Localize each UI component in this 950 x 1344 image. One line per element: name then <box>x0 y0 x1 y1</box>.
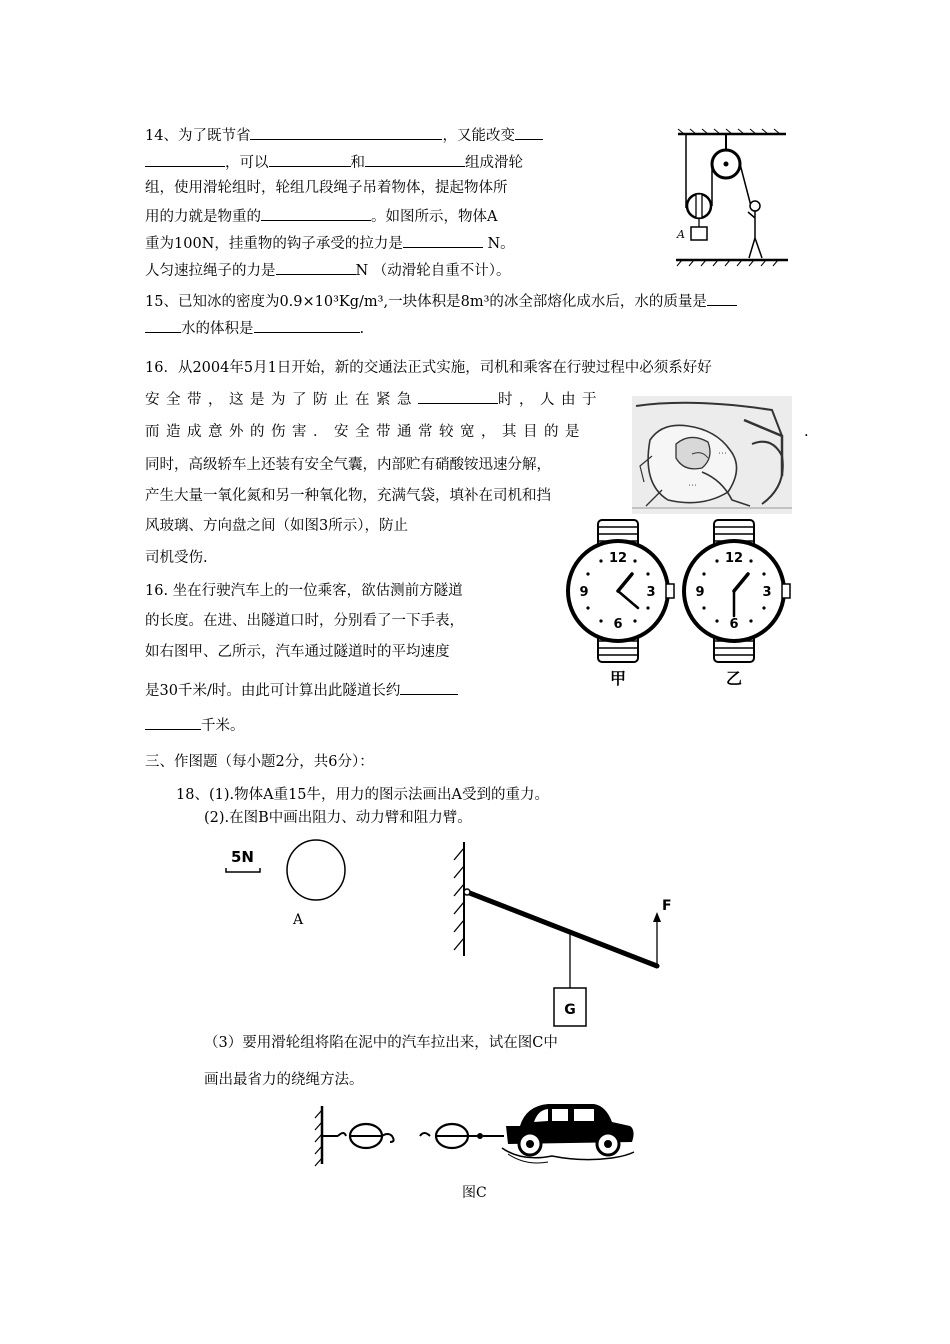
q16b-line-4: 是30千米/时。由此可计算出此隧道长约 <box>145 679 458 701</box>
figure-c-pulley-car <box>312 1096 637 1168</box>
figure-a-label: A <box>292 912 304 928</box>
q16b-line-3: 如右图甲、乙所示，汽车通过隧道时的平均速度 <box>145 644 450 660</box>
weight-label-a: A <box>677 228 685 241</box>
q14-line-1: 14、为了既节省 ，又能改变 <box>145 124 543 146</box>
answer-blank <box>515 124 543 140</box>
svg-text:⋯: ⋯ <box>718 449 727 459</box>
figure-c-caption: 图C <box>462 1185 487 1201</box>
q16a-line-1: 16．从2004年5月1日开始，新的交通法正式实施，司机和乘客在行驶过程中必须系好好 <box>145 360 712 376</box>
answer-blank <box>707 290 737 306</box>
q14-line-5: 重为100N，挂重物的钩子承受的拉力是 N。 <box>145 232 515 254</box>
watch-figure <box>558 516 798 688</box>
q15-line-1: 15、已知冰的密度为0.9×10³Kg/m³,一块体积是8m³的冰全部熔化成水后，水的质量是 <box>145 290 737 312</box>
svg-text:⋯: ⋯ <box>688 481 697 491</box>
svg-text:12: 12 <box>724 551 744 566</box>
answer-blank <box>276 259 356 275</box>
q16a-line-4: 同时，高级轿车上还装有安全气囊，内部贮有硝酸铵迅速分解， <box>145 457 551 473</box>
answer-blank <box>145 317 181 333</box>
force-label-f: F <box>662 898 672 914</box>
svg-text:9: 9 <box>579 585 589 600</box>
watch-left <box>568 520 674 688</box>
answer-blank <box>250 124 442 140</box>
airbag-illustration <box>632 396 792 514</box>
answer-blank <box>145 714 201 730</box>
answer-blank <box>403 232 483 248</box>
q16a-line-3: 而造成意外的伤害．安全带通常较宽，其目的是 <box>145 424 586 440</box>
answer-blank <box>254 317 360 333</box>
q15-line-2: 水的体积是 . <box>145 317 364 339</box>
svg-text:12: 12 <box>608 551 628 566</box>
watch-left-label: 甲 <box>609 669 627 688</box>
figure-b-lever <box>448 838 688 1028</box>
figure-a <box>220 838 360 930</box>
q16a-line-6: 风玻璃、方向盘之间（如图3所示），防止 <box>145 518 408 534</box>
section-heading: 三、作图题（每小题2分，共6分）： <box>145 754 374 770</box>
q18-part3-line1: （3）要用滑轮组将陷在泥中的汽车拉出来，试在图C中 <box>204 1035 558 1051</box>
answer-blank <box>418 388 498 404</box>
q18-part2: (2).在图B中画出阻力、动力臂和阻力臂。 <box>204 810 472 826</box>
svg-text:6: 6 <box>729 617 739 632</box>
svg-text:6: 6 <box>613 617 623 632</box>
q16a-line-5: 产生大量一氧化氮和另一种氧化物，充满气袋，填补在司机和挡 <box>145 488 551 504</box>
answer-blank <box>365 151 465 167</box>
weight-label-g: G <box>564 1002 576 1018</box>
q14-line-2: ，可以 和 组成滑轮 <box>145 151 523 173</box>
q14-line-6: 人匀速拉绳子的力是 N （动滑轮自重不计）。 <box>145 259 511 281</box>
q16a-line-3-end: . <box>804 424 809 440</box>
answer-blank <box>269 151 351 167</box>
watch-right-label: 乙 <box>725 669 743 688</box>
svg-text:9: 9 <box>695 585 705 600</box>
q16a-line-2: 安全带，这是为了防止在紧急 时，人由于 <box>145 388 603 410</box>
q16a-line-7: 司机受伤. <box>145 550 208 566</box>
q18-part3-line2: 画出最省力的绕绳方法。 <box>204 1072 364 1088</box>
q14-line-4: 用的力就是物重的 。如图所示，物体A <box>145 205 497 227</box>
pulley-system-figure <box>672 128 792 270</box>
q18-part1: 18、(1).物体A重15牛，用力的图示法画出A受到的重力。 <box>176 787 549 803</box>
scale-label: 5N <box>231 848 254 866</box>
q16b-line-5: 千米。 <box>145 714 245 736</box>
q14-line-3: 组，使用滑轮组时，轮组几段绳子吊着物体，提起物体所 <box>145 180 508 196</box>
svg-text:3: 3 <box>762 585 772 600</box>
q16b-line-2: 的长度。在进、出隧道口时，分别看了一下手表， <box>145 613 464 629</box>
answer-blank <box>261 205 371 221</box>
q16b-line-1: 16. 坐在行驶汽车上的一位乘客，欲估测前方隧道 <box>145 583 463 599</box>
answer-blank <box>145 151 225 167</box>
svg-text:3: 3 <box>646 585 656 600</box>
answer-blank <box>400 679 458 695</box>
watch-right <box>684 520 790 688</box>
